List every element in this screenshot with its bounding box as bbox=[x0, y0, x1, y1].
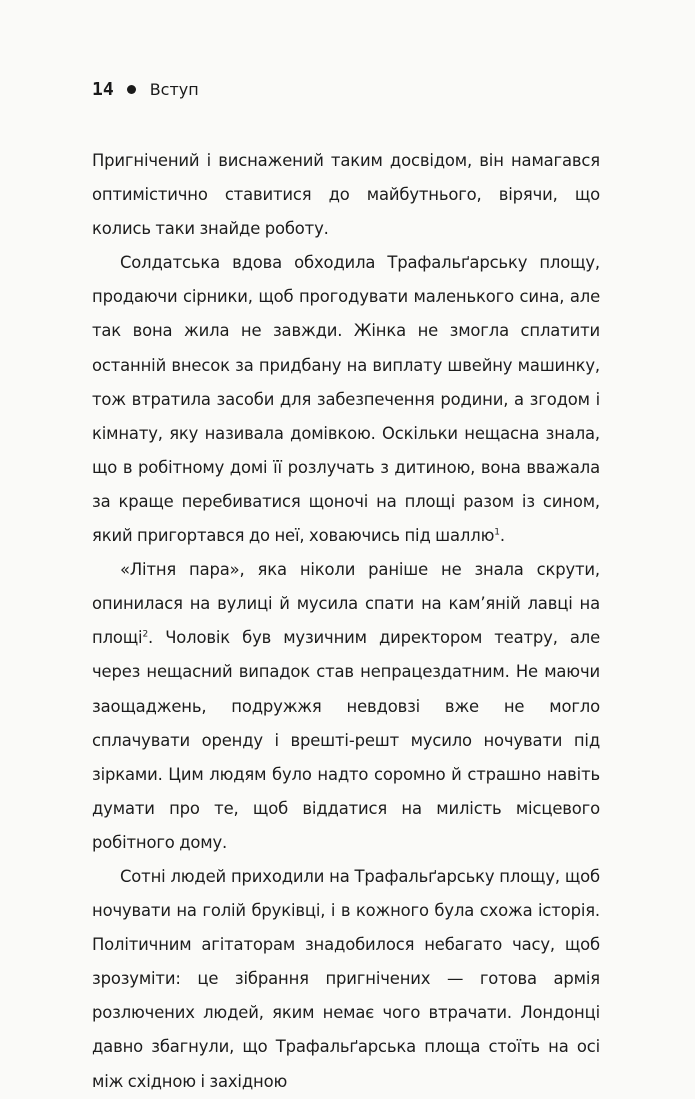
paragraph bbox=[92, 144, 600, 246]
footnote-marker[interactable]: 1 bbox=[494, 527, 500, 538]
paragraph-text: Пригнічений і виснажений таким досвідом, він намагався оптимістично ставитися до майбутнього, вірячи, що колись таки знайде роботу. bbox=[92, 151, 600, 239]
running-head bbox=[92, 76, 199, 102]
paragraph-text-continued: . Чоловік був музичним директором театру, але через нещасний випадок став непрацездатним. Не маючи заощаджень, подружжя невдовзі вже не могло сплачувати оренду і врешті-решт мусило ночувати під зірками. Цим людям було надто соромно й страшно навіть думати про те, щоб віддатися на милість місцевого робітного дому. bbox=[92, 628, 600, 852]
body-text bbox=[92, 144, 600, 1099]
paragraph bbox=[92, 860, 600, 1099]
paragraph-text: Солдатська вдова обходила Трафальґарську площу, продаючи сірники, щоб прогодувати маленького сина, але так вона жила не завжди. Жінка не змогла сплатити останній внесок за придбану на виплату швейну машинку, тож втратила засоби для забезпечення родини, а згодом і кімнату, яку називала домівкою. Оскільки нещасна знала, що в робітному домі її розлучать з дитиною, вона вважала за краще перебиватися щоночі на площі разом із сином, який пригортався до неї, ховаючись під шаллю bbox=[92, 253, 600, 546]
paragraph-text: «Літня пара», яка ніколи раніше не знала скрути, опинилася на вулиці й мусила спати на кам’яній лавці на площі bbox=[92, 560, 600, 648]
paragraph bbox=[92, 553, 600, 860]
footnote-marker[interactable]: 2 bbox=[142, 629, 149, 640]
section-title: Вступ bbox=[149, 79, 199, 99]
bullet-dot-icon bbox=[127, 85, 136, 94]
paragraph-text: Сотні людей приходили на Трафальґарську площу, щоб ночувати на голій бруківці, і в кожного була схожа історія. Політичним агітаторам знадобилося небагато часу, щоб зрозуміти: це зібрання пригнічених — готова армія розлючених людей, яким немає чого втрачати. Лондонці давно збагнули, що Трафальґарська площа стоїть на осі між східною і західною bbox=[92, 866, 600, 1091]
page-number: 14 bbox=[92, 78, 114, 100]
paragraph: Солдатська вдова обходила Трафальґарську площу, продаючи сірники, щоб прогодувати маленького сина, але так вона жила не завжди. Жінка не змогла сплатити останній внесок за придбану на виплату швейну машинку, тож втратила засоби для забезпечення родини, а згодом і кімнату, яку називала домівкою. Оскільки нещасна знала, що в робітному домі її розлучать з дитиною, вона вважала за краще перебиватися щоночі на площі разом із сином, який пригортався до неї, ховаючись під шаллю$^1$. bbox=[92, 253, 600, 546]
